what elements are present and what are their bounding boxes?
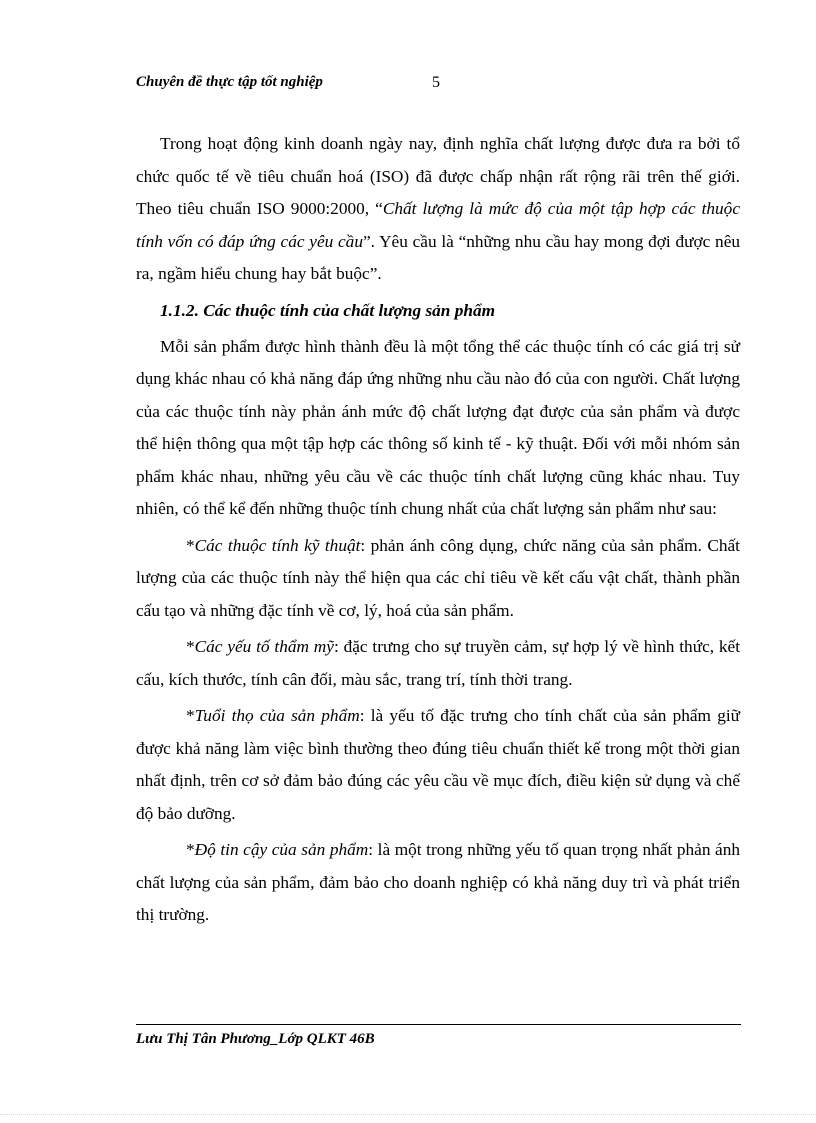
paragraph-text: ”. Yêu cầu là “những nhu cầu hay mong đợi được nêu ra, ngầm hiểu chung hay bắt buộc”. [136, 231, 741, 283]
list-item [136, 530, 740, 628]
list-item [136, 700, 740, 830]
list-item [136, 834, 740, 932]
paragraph-product-attributes: Mỗi sản phẩm được hình thành đều là một tổng thể các thuộc tính có các giá trị sử dụng khác nhau có khả năng đáp ứng những nhu cầu nào đó của con người. Chất lượng của các thuộc tính này phản ánh mức độ chất lượng đạt được của sản phẩm và được thể hiện thông qua một tập hợp các thông số kinh tế - kỹ thuật. Đối với mỗi nhóm sản phẩm khác nhau, những yêu cầu về các thuộc tính chất lượng cũng khác nhau. Tuy nhiên, có thể kể đến những thuộc tính chung nhất của chất lượng sản phẩm như sau: [136, 336, 740, 518]
page-footer [136, 1024, 741, 1048]
footer-author: Lưu Thị Tân Phương_Lớp QLKT 46B [136, 1031, 375, 1047]
list-item-term: Độ tin cậy của sản phẩm [194, 840, 369, 859]
footer-divider [136, 1024, 741, 1025]
bullet-marker: * [186, 637, 195, 656]
bullet-marker: * [186, 840, 195, 859]
document-title: Chuyên đề thực tập tốt nghiệp [136, 74, 323, 90]
list-item-text: : phản ánh công dụng, chức năng của sản phẩm. Chất lượng của các thuộc tính này thể hiện qua các chỉ tiêu về kết cấu vật chất, thành phần cấu tạo và những đặc tính về cơ, lý, hoá của sản phẩm. [136, 535, 740, 620]
page-number: 5 [432, 74, 440, 91]
page-edge-divider [0, 1114, 816, 1115]
list-item-text: : đặc trưng cho sự truyền cảm, sự hợp lý về hình thức, kết cấu, kích thước, tính cân đối, màu sắc, trang trí, tính thời trang. [136, 637, 741, 689]
bullet-marker: * [186, 706, 195, 725]
list-item-term: Các thuộc tính kỹ thuật [194, 535, 361, 555]
section-heading: 1.1.2. Các thuộc tính của chất lượng sản phẩm [160, 300, 496, 320]
bullet-marker: * [186, 535, 195, 555]
list-item-term: Tuổi thọ của sản phẩm [194, 706, 360, 725]
document-body [136, 128, 740, 936]
list-item [136, 631, 740, 696]
page-header [136, 74, 756, 98]
list-item-text: : là một trong những yếu tố quan trọng nhất phản ánh chất lượng của sản phẩm, đảm bảo cho doanh nghiệp có khả năng duy trì và phát triển thị trường. [136, 840, 740, 924]
list-item-term: Các yếu tố thẩm mỹ [194, 637, 334, 656]
paragraph-iso-definition [136, 128, 740, 291]
list-item-text: : là yếu tố đặc trưng cho tính chất của sản phẩm giữ được khả năng làm việc bình thường theo đúng tiêu chuẩn thiết kế trong một thời gian nhất định, trên cơ sở đảm bảo đúng các yêu cầu về mục đích, điều kiện sử dụng và chế độ bảo dưỡng. [136, 706, 741, 823]
iso-quote: Chất lượng là mức độ của một tập hợp các thuộc tính vốn có đáp ứng các yêu cầu [136, 199, 740, 251]
paragraph-text: Trong hoạt động kinh doanh ngày nay, định nghĩa chất lượng được đưa ra bởi tổ chức quốc tế về tiêu chuẩn hoá (ISO) đã được chấp nhận rất rộng rãi trên thế giới. Theo tiêu chuẩn ISO 9000:2000, “ [136, 134, 740, 218]
